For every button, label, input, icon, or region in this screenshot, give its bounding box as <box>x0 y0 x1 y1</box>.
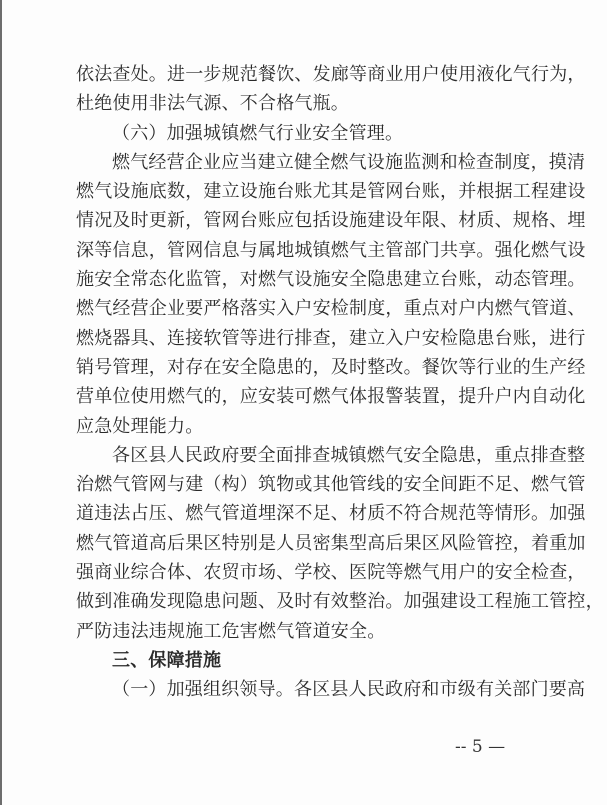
scan-edge <box>0 0 2 805</box>
document-body <box>76 60 604 705</box>
body-line: 销号管理，对存在安全隐患的，及时整改。餐饮等行业的生产经 <box>76 356 586 378</box>
body-line: 营单位使用燃气的，应安装可燃气体报警装置，提升户内自动化 <box>76 386 586 408</box>
body-line: 严防违法违规施工危害燃气管道安全。 <box>76 620 386 642</box>
body-line: 深等信息，管网信息与属地城镇燃气主管部门共享。强化燃气设 <box>76 239 586 261</box>
body-line: 情况及时更新，管网台账应包括设施建设年限、材质、规格、埋 <box>76 210 586 232</box>
section-heading: （六）加强城镇燃气行业安全管理。 <box>112 122 404 144</box>
body-line: 应急处理能力。 <box>76 415 204 437</box>
page-number: -- 5 — <box>455 737 506 757</box>
body-line: 道违法占压、燃气管道埋深不足、材质不符合规范等情形。加强 <box>76 503 586 525</box>
paragraph-first-line: 各区县人民政府要全面排查城镇燃气安全隐患，重点排查整 <box>112 444 586 466</box>
chapter-heading: 三、保障措施 <box>112 649 222 671</box>
body-line: 施安全常态化监管，对燃气设施安全隐患建立台账，动态管理。 <box>76 269 586 291</box>
paragraph-first-line: （一）加强组织领导。各区县人民政府和市级有关部门要高 <box>112 679 586 701</box>
body-line: 依法查处。进一步规范餐饮、发廊等商业用户使用液化气行为， <box>76 64 586 85</box>
body-line: 做到准确发现隐患问题、及时有效整治。加强建设工程施工管控， <box>76 591 604 613</box>
body-line: 强商业综合体、农贸市场、学校、医院等燃气用户的安全检查， <box>76 562 586 584</box>
body-line: 治燃气管网与建（构）筑物或其他管线的安全间距不足、燃气管 <box>76 474 586 496</box>
body-line: 燃气设施底数，建立设施台账尤其是管网台账，并根据工程建设 <box>76 181 586 203</box>
body-line: 杜绝使用非法气源、不合格气瓶。 <box>76 93 349 115</box>
body-line: 燃气管道高后果区特别是人员密集型高后果区风险管控，着重加 <box>76 532 586 554</box>
body-line: 燃烧器具、连接软管等进行排查，建立入户安检隐患台账，进行 <box>76 327 586 349</box>
paragraph-first-line: 燃气经营企业应当建立健全燃气设施监测和检查制度，摸清 <box>112 151 586 173</box>
body-line: 燃气经营企业要严格落实入户安检制度，重点对户内燃气管道、 <box>76 298 586 320</box>
